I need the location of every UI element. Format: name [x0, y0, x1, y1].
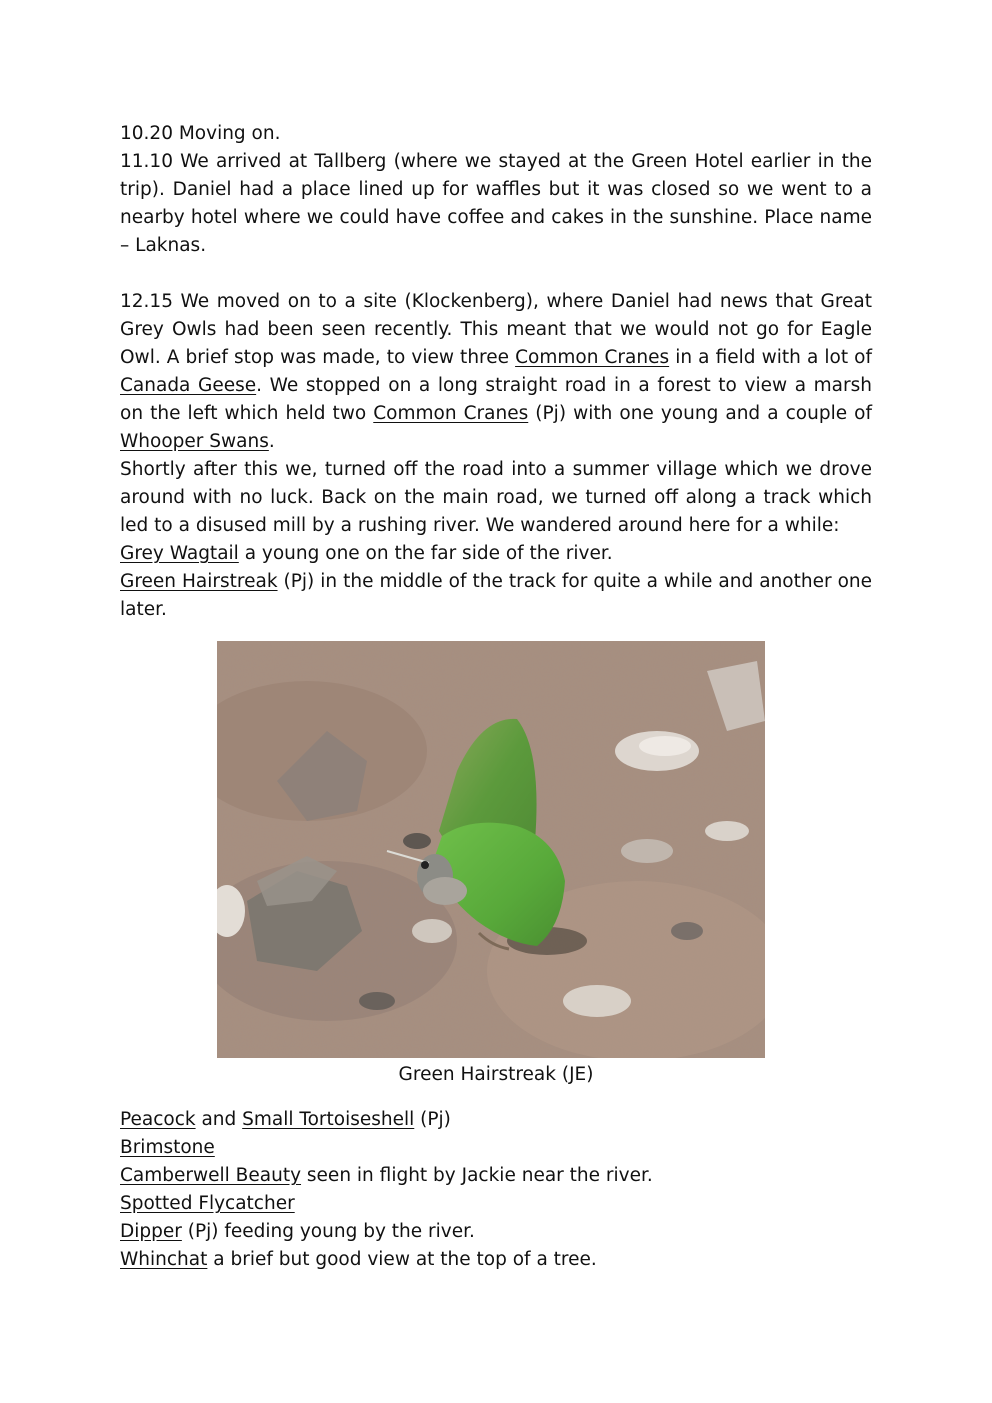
species-green-hairstreak: Green Hairstreak — [120, 571, 278, 592]
sighting-item — [120, 1162, 872, 1190]
log-entry-1215 — [120, 288, 872, 456]
sighting-grey-wagtail — [120, 540, 872, 568]
green-hairstreak-photo — [217, 641, 765, 1058]
log-entry-1020: 10.20 Moving on. — [120, 123, 281, 144]
species-canada-geese: Canada Geese — [120, 375, 257, 396]
entry-text: (Pj) with one young and a couple of — [528, 403, 872, 424]
species-common-cranes: Common Cranes — [373, 403, 529, 424]
sighting-item — [120, 1246, 872, 1274]
species-spotted-flycatcher: Spotted Flycatcher — [120, 1193, 295, 1214]
species-small-tortoiseshell: Small Tortoiseshell — [242, 1109, 415, 1130]
sightings-list — [120, 1106, 872, 1274]
species-common-cranes: Common Cranes — [515, 347, 670, 368]
sighting-note: (Pj) in the middle of the track for quite a while and another one later. — [120, 571, 873, 620]
sighting-note: a young one on the far side of the river. — [238, 543, 613, 564]
sighting-note: seen in flight by Jackie near the river. — [301, 1165, 653, 1186]
sighting-item — [120, 1106, 872, 1134]
entry-text: 12.15 We moved on to a site (Klockenberg), where Daniel had news that Great Grey Owls had been seen recently. This meant that we would not go for Eagle Owl. A brief stop was made, to view three — [120, 291, 872, 368]
species-whinchat: Whinchat — [120, 1249, 208, 1270]
sighting-note: a brief but good view at the top of a tree. — [207, 1249, 597, 1270]
sighting-green-hairstreak — [120, 568, 872, 624]
sighting-item — [120, 1218, 872, 1246]
species-peacock: Peacock — [120, 1109, 196, 1130]
species-grey-wagtail: Grey Wagtail — [120, 543, 239, 564]
sighting-item — [120, 1134, 872, 1162]
sighting-note: (Pj) — [414, 1109, 451, 1130]
log-entry-1110: 11.10 We arrived at Tallberg (where we stayed at the Green Hotel earlier in the trip). Daniel had a place lined up for waffles but it was closed so we went to a nearby hotel where we could have coffee and cakes in the sunshine. Place name – Laknas. — [120, 151, 872, 256]
species-camberwell-beauty: Camberwell Beauty — [120, 1165, 302, 1186]
sighting-item — [120, 1190, 872, 1218]
paragraph-gap — [120, 260, 872, 288]
species-dipper: Dipper — [120, 1221, 182, 1242]
species-whooper-swans: Whooper Swans — [120, 431, 269, 452]
species-brimstone: Brimstone — [120, 1137, 215, 1158]
sighting-note: and — [195, 1109, 243, 1130]
log-entry-mill: Shortly after this we, turned off the road into a summer village which we drove around with no luck. Back on the main road, we turned off along a track which led to a disused mill by a rushing river. We wandered around here for a while: — [120, 459, 872, 536]
entry-text: . — [268, 431, 275, 452]
photo-caption: Green Hairstreak (JE) — [398, 1064, 594, 1085]
butterfly-photo-illustration — [217, 641, 765, 1058]
entry-text: . We stopped on a long straight road in a forest to view a marsh on the left which held two — [120, 375, 872, 424]
trip-log — [120, 120, 872, 624]
entry-text: in a field with a lot of — [669, 347, 872, 368]
sighting-note: (Pj) feeding young by the river. — [181, 1221, 475, 1242]
